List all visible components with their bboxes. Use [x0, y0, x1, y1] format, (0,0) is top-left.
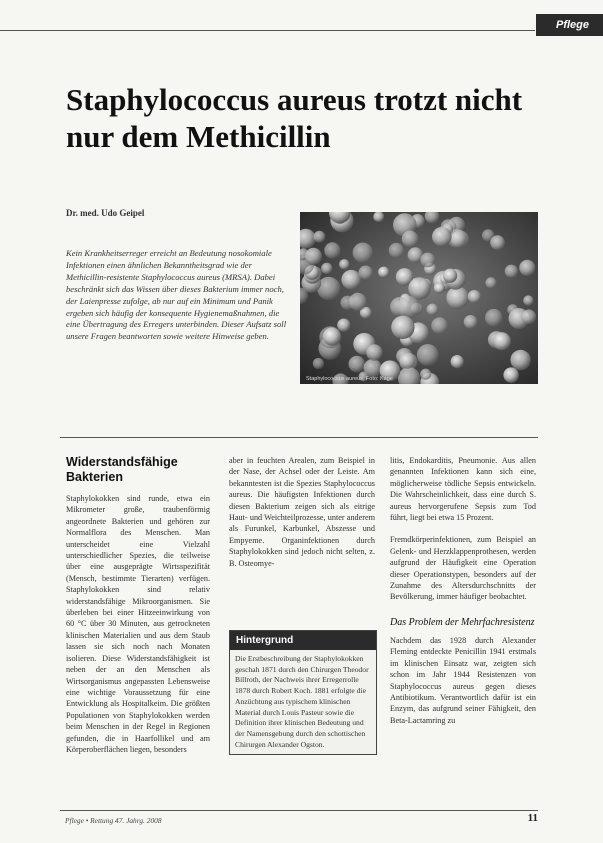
bacterium-cell	[505, 265, 518, 278]
bacterium-cell	[485, 309, 503, 327]
paragraph: aber in feuchten Arealen, zum Beispiel in der Nase, der Achsel oder der Leiste. Am bekanntesten ist die Spezies Staphylococcus aureus. Die häufigsten Infektionen durch diesen Bakterium zeigen sich als eitrige Haut- und Weichteilprozesse, unter anderem als Furunkel, Karbunkel, Abszesse und Empyeme. Organinfektionen durch Staphylokokken sind jedoch nicht selten, z. B. Osteomye-	[229, 456, 375, 568]
section-heading: Widerstandsfähige Bakterien	[66, 455, 178, 484]
bacterium-cell	[337, 319, 350, 332]
paragraph: litis, Endokarditis, Pneumonie. Aus allen genannten Infektionen kann sich eine, möglicherweise tödliche Sepsis entwickeln. Die Wahrscheinlichkeit, dass eine durch S. aureus hervorgerufene Sepsis zum Tod führt, liegt bei etwa 15 Prozent.	[390, 456, 536, 523]
bacterium-cell	[490, 235, 505, 250]
bacterium-cell	[503, 367, 518, 382]
bacterium-cell	[427, 304, 439, 316]
bacterium-cell	[399, 353, 415, 369]
bacterium-cell	[353, 243, 373, 263]
bacterium-cell	[341, 270, 361, 290]
paragraph: Staphylokokken sind runde, etwa ein Mikrometer große, traubenförmig angeordnete Bakterien und gehören zur Normalflora des Menschen. Man unterscheidet eine Vielzahl unterschiedlicher Spezies, die teilweise über eine ausgeprägte Wirtsspezifität (Mensch, bestimmte Tierarten) verfügen. Staphylokokken sind relativ widerstandsfähige Mikroorganismen. Sie überleben bei einer Hitzeeinwirkung von 60 °C über 30 Minuten, aus getrockneten klinischen Materialien und aus dem Staub lassen sie sich noch nach Monaten isolieren. Diese Widerstandsfähigkeit ist neben der an den Menschen als Wirtsorganismus angepassten Lebensweise eine wichtige Voraussetzung für eine Entwicklung als Hospitalkeim. Die größten Populationen von Staphylokokken werden beim Menschen in der Regel in Regionen gefunden, die in Haarfollikel und am Körperoberflächen liegen, besonders	[66, 494, 210, 754]
bacterium-cell	[349, 356, 366, 373]
bacteria-micrograph	[300, 212, 538, 384]
bacterium-cell	[420, 253, 435, 268]
bacterium-cell	[321, 263, 332, 274]
bacterium-cell	[349, 293, 367, 311]
page-number: 11	[527, 812, 538, 824]
box-text: Die Erstbeschreibung der Staphylokokken geschah 1871 durch den Chirurgen Theodor Billroth, der Nachweis ihrer Erregerrolle 1878 durch Robert Koch. 1881 erfolgte die Anzüchtung aus typischem klinischen Material durch Louis Pasteur sowie die Definition ihrer klinischen Bedeutung und der Namensgebung durch den schottischen Chirurgen Alexander Ogston.	[235, 654, 369, 749]
bacterium-cell	[464, 315, 478, 329]
column-3	[390, 455, 536, 726]
bacterium-cell	[323, 327, 341, 345]
bacterium-cell	[434, 282, 445, 293]
bacterium-cell	[417, 344, 439, 366]
lead-paragraph: Kein Krankheitserreger erreicht an Bedeutung nosokomiale Infektionen einen ähnlichen Bekanntheitsgrad wie der Methicillin-resistente Staphylococcus aureus (MRSA). Dabei beschränkt sich das Wissen über dieses Bakterium immer noch, der Laienpresse zufolge, ab nur auf ein Minimum und Panik ergeben sich häufig der konsequente Hygienemaßnahmen, die eine Übertragung des Erregers unterbinden. Dieser Aufsatz soll unsere Fragen beantworten sowie weitere Hinweise geben.	[66, 248, 287, 342]
bacterium-cell	[324, 242, 340, 258]
column-1	[66, 455, 210, 755]
column-2	[229, 455, 375, 569]
bacterium-cell	[389, 243, 404, 258]
bacterium-cell	[339, 259, 349, 269]
bacterium-cell	[468, 290, 481, 303]
bacterium-cell	[446, 287, 469, 310]
background-box	[229, 630, 377, 755]
bacterium-cell	[420, 369, 431, 380]
bacterium-cell	[451, 355, 464, 368]
bacterium-cell	[431, 317, 448, 334]
micrograph-image	[300, 212, 538, 384]
bacterium-cell	[510, 350, 530, 370]
author: Dr. med. Udo Geipel	[66, 208, 145, 218]
bacterium-cell	[397, 296, 420, 319]
bacterium-cell	[485, 277, 496, 288]
bacterium-cell	[408, 277, 430, 299]
bacterium-cell	[305, 248, 322, 265]
bacterium-cell	[443, 269, 457, 283]
paragraph: Nachdem das 1928 durch Alexander Fleming entdeckte Penicillin 1941 erstmals im klinischen Einsatz war, zeigten sich schon im Jahr 1944 Resistenzen von Staphylococcus aureus gegen dieses Antibiotikum. Verantwortlich dafür ist ein Enzym, das aufgrund seiner Fähigkeit, den Beta-Lactamring zu	[390, 635, 536, 725]
bacterium-cell	[402, 231, 419, 248]
bacterium-cell	[493, 332, 511, 350]
section-label: Pflege	[536, 14, 603, 36]
bacterium-cell	[313, 358, 324, 369]
bacterium-cell	[391, 316, 414, 339]
footer-rule	[60, 810, 538, 811]
bacterium-cell	[519, 260, 535, 276]
box-heading: Hintergrund	[230, 631, 376, 650]
bacterium-cell	[366, 344, 382, 360]
paragraph: Fremdkörperinfektionen, zum Beispiel an Gelenk- und Herzklappenprothesen, werden aufgrund der Häufigkeit eine Operation dieser Operationstypen, besonders auf der Zunahme des Altersdurchschnitts der Bevölkerung, immer häufiger beobachtet.	[390, 535, 536, 602]
body-rule	[60, 437, 538, 438]
bacterium-cell	[522, 310, 537, 325]
bacterium-cell	[359, 266, 373, 280]
journal-footer: Pflege • Rettung 47. Jahrg. 2008	[65, 816, 162, 825]
header-rule	[0, 30, 535, 31]
bacterium-cell	[523, 295, 533, 305]
bacterium-cell	[378, 267, 389, 278]
subheading: Das Problem der Mehrfachresistenz	[390, 616, 535, 628]
photo-credit: Staphylococcus aureus, Foto: Kage	[306, 376, 393, 382]
bacterium-cell	[364, 359, 382, 377]
article-title: Staphylococcus aureus trotzt nicht nur dem Methicillin	[66, 81, 523, 154]
bacterium-cell	[432, 227, 452, 247]
bacterium-cell	[313, 231, 325, 243]
